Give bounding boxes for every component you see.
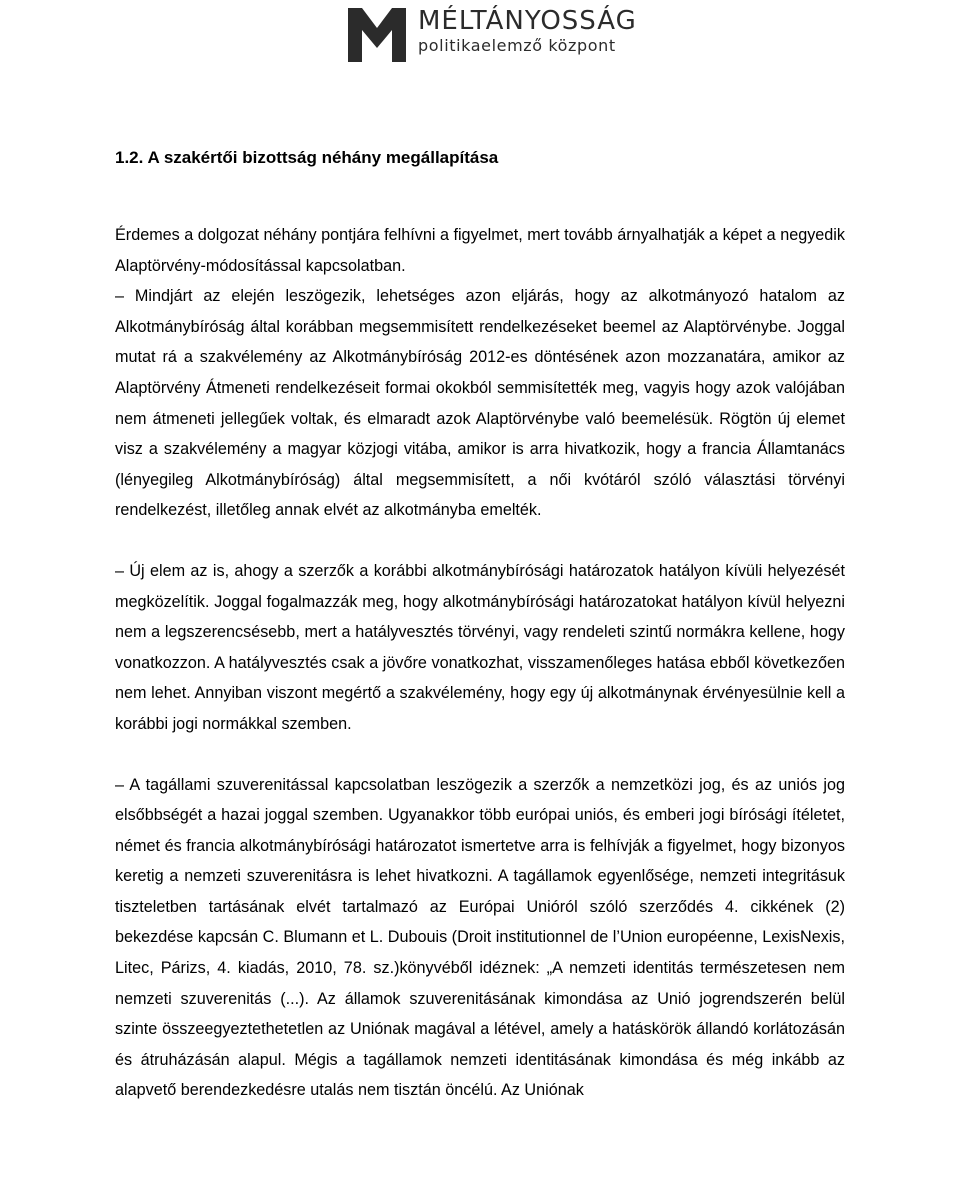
paragraph-sovereignty: – A tagállami szuverenitással kapcsolatban leszögezik a szerzők a nemzetközi jog, és az uniós jog elsőbbségét a hazai joggal szemben. Ugyanakkor több európai uniós, és emberi jogi bírósági ítéletet, német és francia alkotmánybírósági határozatot ismertetve arra is felhívják a figyelmet, hogy bizonyos keretig a nemzeti szuverenitásra is lehet hivatkozni. A tagállamok egyenlősége, nemzeti integritásuk tiszteletben tartásának elvét tartalmazó az Európai Unióról szóló szerződés 4. cikkének (2) bekezdése kapcsán C. Blumann et L. Dubouis (Droit institutionnel de l’Union européenne, LexisNexis, Litec, Párizs, 4. kiadás, 2010, 78. sz.)könyvéből idéznek: „A nemzeti identitás természetesen nem nemzeti szuverenitás (...). Az államok szuverenitásának kimondása az Unió jogrendszerén belül szinte összeegyeztethetetlen az Uniónak magával a létével, amely a hatáskörök állandó korlátozásán és átruházásán alapul. Mégis a tagállamok nemzeti identitásának kimondása és még inkább az alapvető berendezkedésre utalás nem tisztán öncélú. Az Uniónak [115, 775, 845, 1100]
paragraph-spacer [115, 740, 845, 770]
page-header [348, 4, 637, 64]
document-body [115, 140, 845, 1106]
section-heading: 1.2. A szakértői bizottság néhány megállapítása [115, 148, 499, 167]
paragraph-amendment-provisions: – Mindjárt az elején leszögezik, lehetséges azon eljárás, hogy az alkotmányozó hatalom az Alkotmánybíróság által korábban megsemmisített rendelkezéseket beemel az Alaptörvénybe. Joggal mutat rá a szakvélemény az Alkotmánybíróság 2012-es döntésének azon mozzanatára, amikor az Alaptörvény Átmeneti rendelkezéseit formai okokból semmisítették meg, vagyis hogy azok valójában nem átmeneti jellegűek voltak, és elmaradt azok Alaptörvénybe való beemelésük. Rögtön új elemet visz a szakvélemény a magyar közjogi vitába, amikor is arra hivatkozik, hogy a francia Államtanács (lényegileg Alkotmánybíróság) által megsemmisített, a női kvótáról szóló választási törvényi rendelkezést, illetőleg annak elvét az alkotmányba emelték. [115, 287, 845, 520]
paragraph-repeal-decisions: – Új elem az is, ahogy a szerzők a korábbi alkotmánybírósági határozatok hatályon kívüli helyezését megközelítik. Joggal fogalmazzák meg, hogy alkotmánybírósági határozatokat hatályon kívül helyezni nem a legszerencsésebb, mert a hatályvesztés törvényi, vagy rendeleti szintű normákra kellene, hogy vonatkozzon. A hatályvesztés csak a jövőre vonatkozhat, visszamenőleges hatása ebből következően nem lehet. Annyiban viszont megértő a szakvélemény, hogy egy új alkotmánynak érvényesülnie kell a korábbi jogi normákkal szemben. [115, 561, 845, 733]
logo-m-icon [348, 4, 406, 62]
logo-title: MÉLTÁNYOSSÁG [418, 6, 637, 36]
intro-paragraph: Érdemes a dolgozat néhány pontjára felhívni a figyelmet, mert tovább árnyalhatják a képet a negyedik Alaptörvény-módosítással kapcsolatban. [115, 226, 845, 275]
logo-subtitle: politikaelemző központ [418, 36, 616, 55]
paragraph-spacer [115, 526, 845, 556]
logo-wordmark [418, 4, 637, 56]
